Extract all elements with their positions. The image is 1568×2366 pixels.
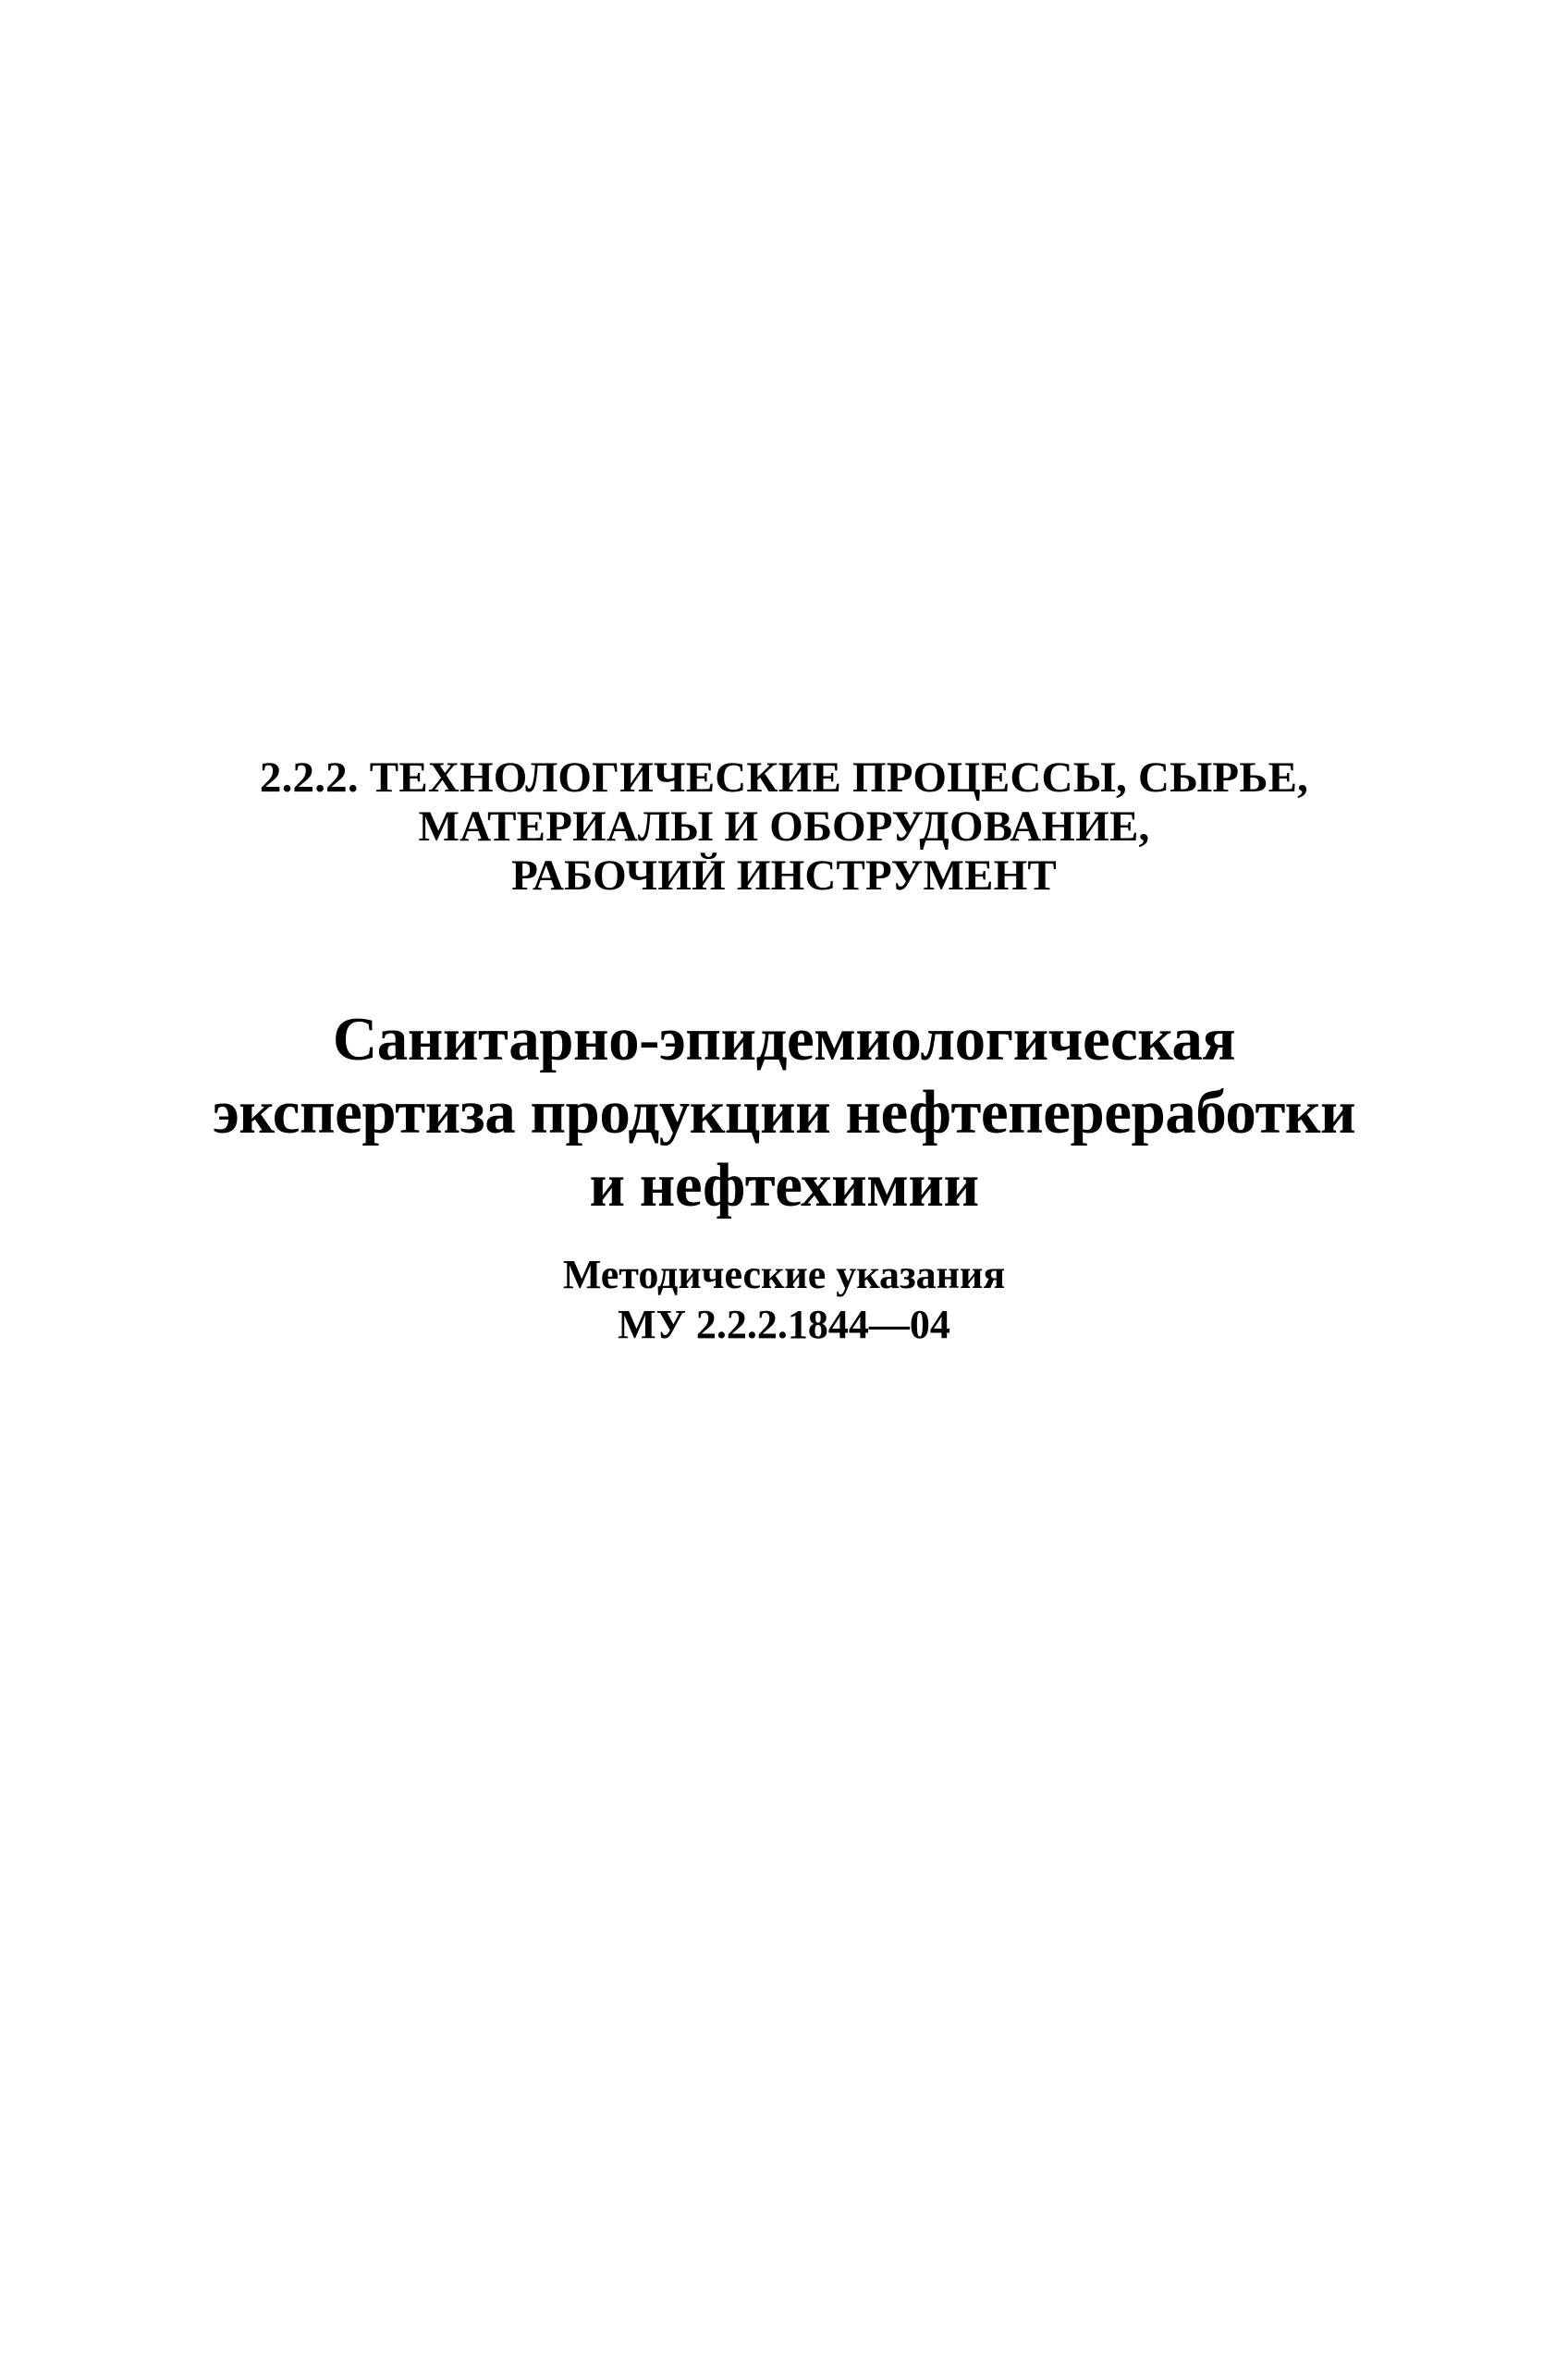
document-type (0, 1250, 1568, 1350)
document-title-line-3: и нефтехимии (589, 1151, 979, 1220)
document-title-line-1: Санитарно-эпидемиологическая (332, 1005, 1236, 1073)
document-type-label: Методические указания (562, 1252, 1006, 1297)
document-title (0, 1003, 1568, 1222)
section-heading-line-1: 2.2.2. ТЕХНОЛОГИЧЕСКИЕ ПРОЦЕССЫ, СЫРЬЕ, (259, 754, 1309, 802)
section-heading-line-3: РАБОЧИЙ ИНСТРУМЕНТ (511, 852, 1057, 900)
document-title-line-2: экспертиза продукции нефтепереработки (212, 1078, 1356, 1146)
document-code: МУ 2.2.2.1844—04 (618, 1302, 950, 1347)
section-heading (0, 754, 1568, 901)
section-heading-line-2: МАТЕРИАЛЫ И ОБОРУДОВАНИЕ, (418, 803, 1150, 851)
